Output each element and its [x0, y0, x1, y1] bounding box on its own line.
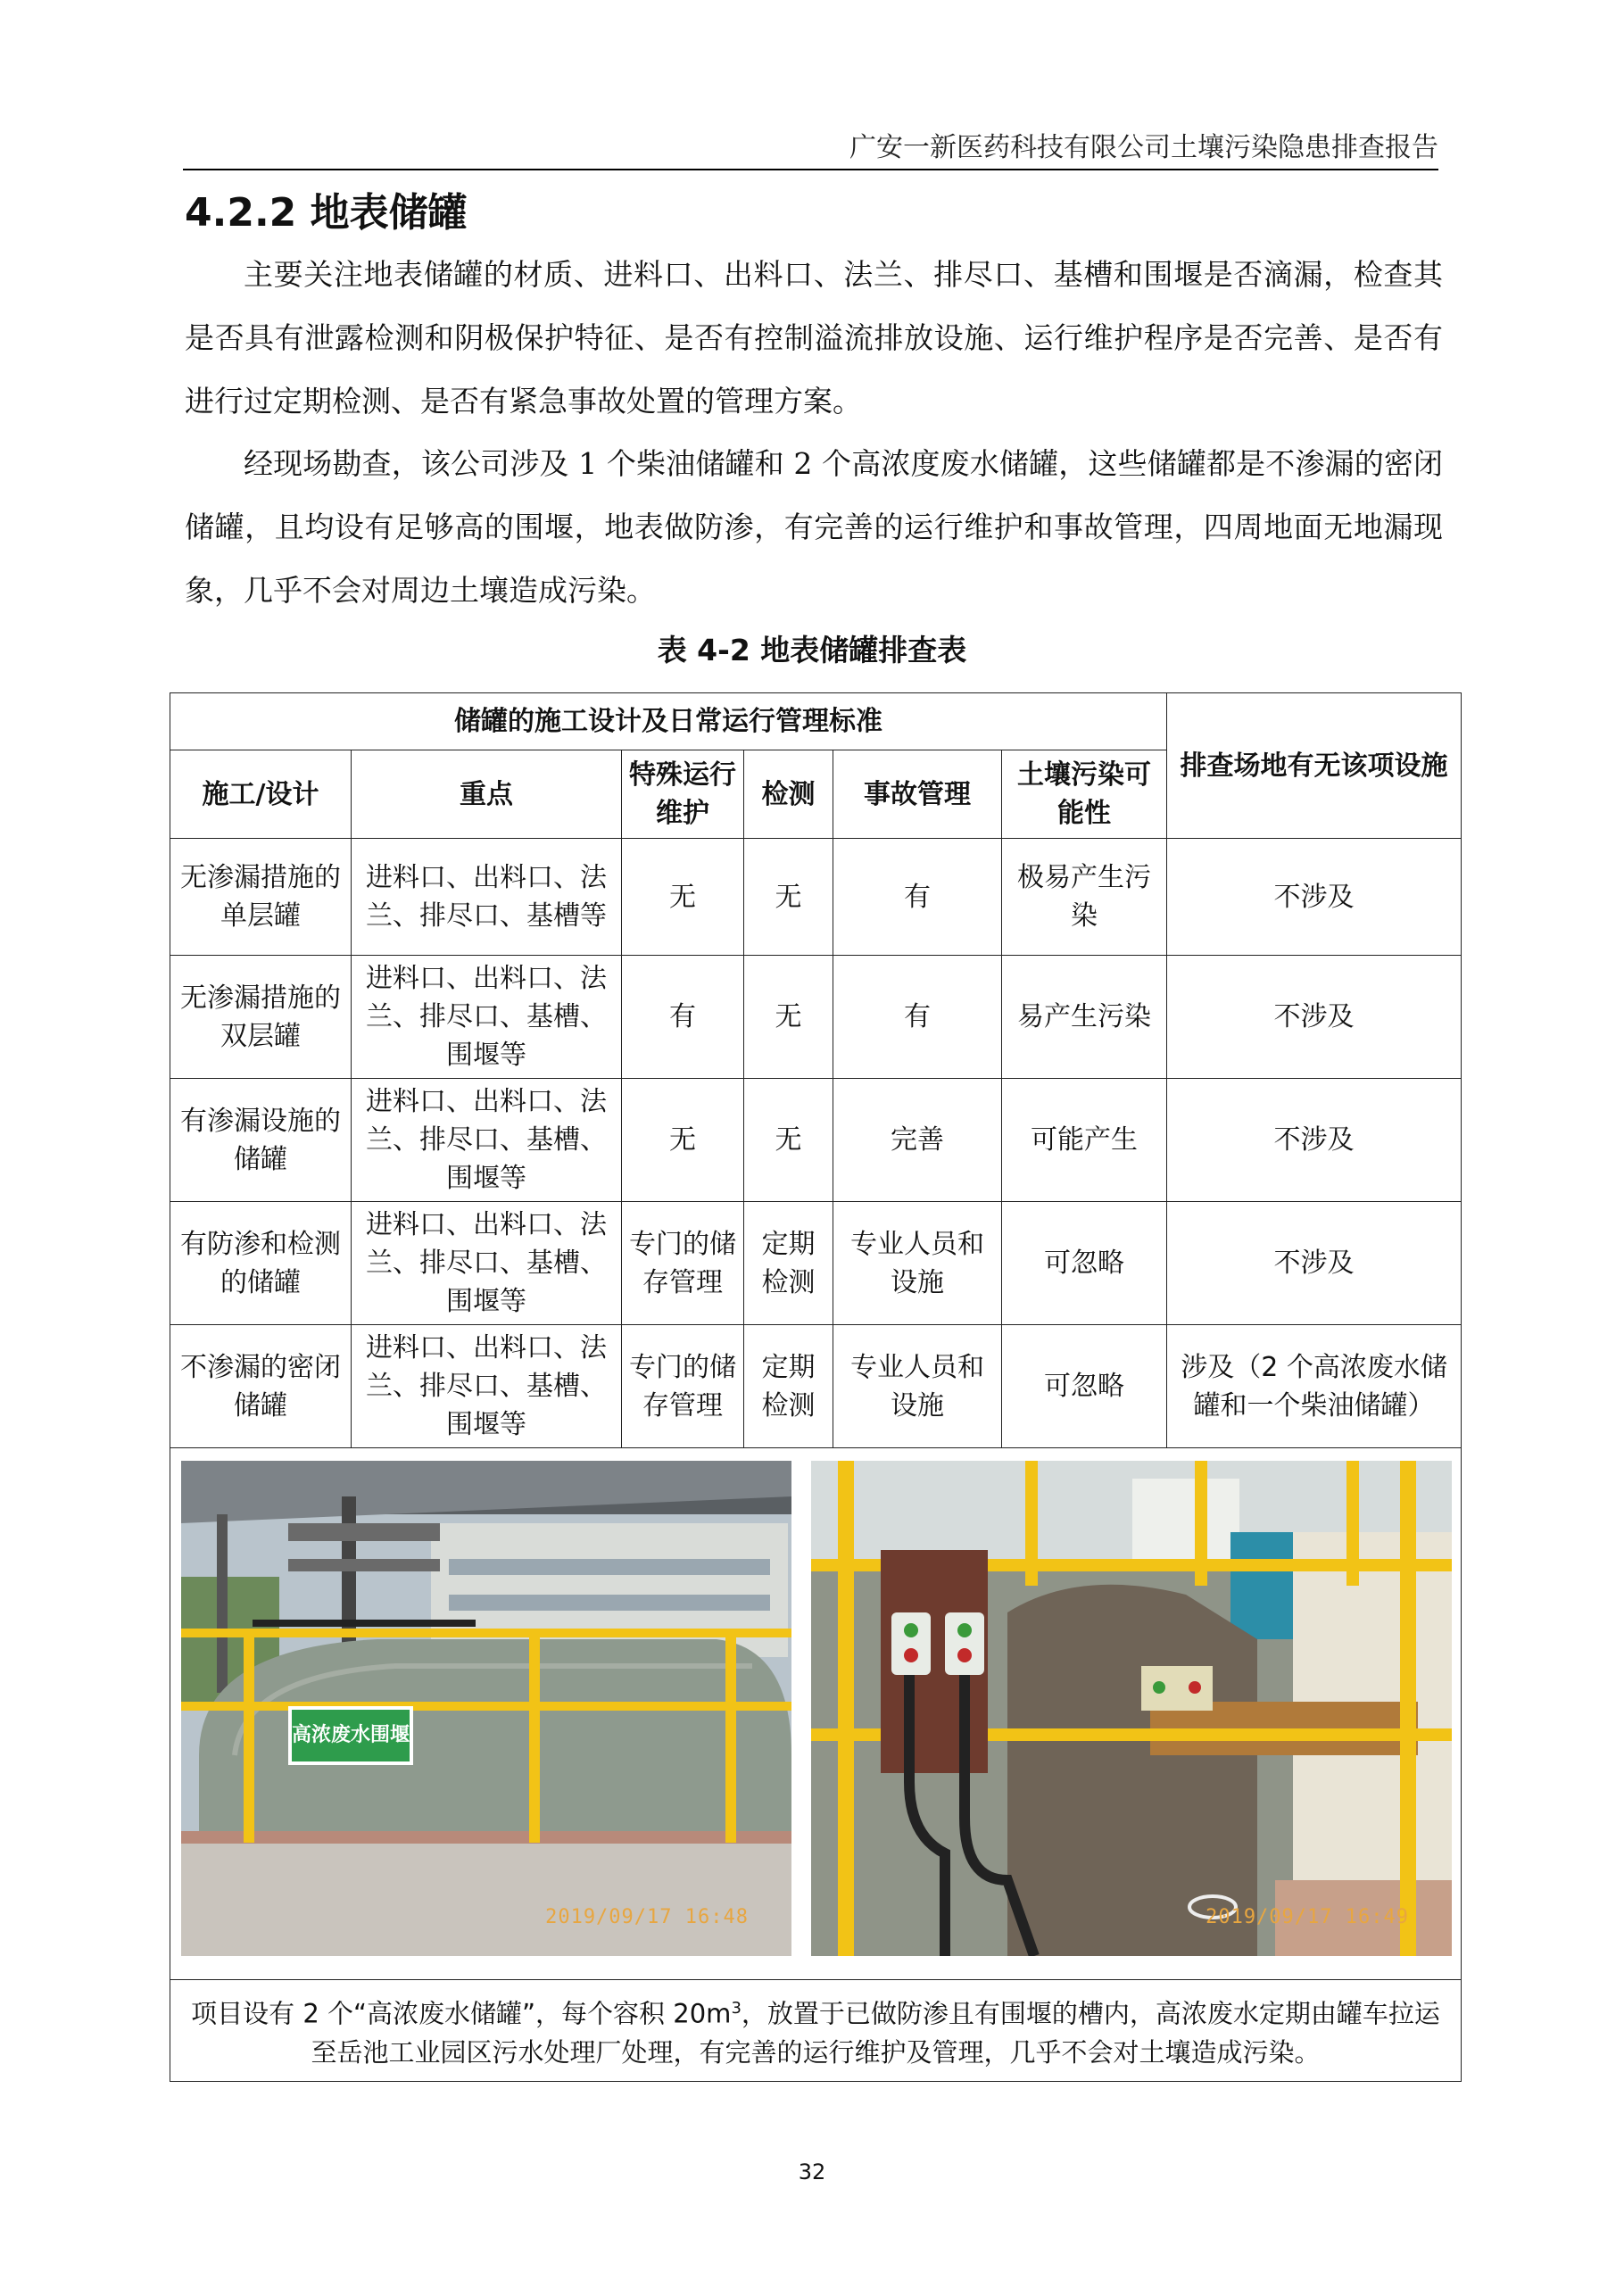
table-cell: 完善	[833, 1079, 1002, 1202]
col-header-pollution: 土壤污染可能性	[1002, 750, 1167, 839]
section-title: 4.2.2 地表储罐	[185, 190, 468, 236]
table-cell: 有	[833, 956, 1002, 1079]
table-cell: 无	[744, 1079, 833, 1202]
wastewater-sign: 高浓废水围堰	[292, 1724, 410, 1746]
table-cell: 专门的储存管理	[622, 1202, 744, 1325]
wastewater-tank-photo	[181, 1461, 791, 1956]
header-divider	[183, 169, 1438, 170]
table-cell: 不涉及	[1167, 1202, 1462, 1325]
table-cell: 有防渗和检测的储罐	[170, 1202, 352, 1325]
col-header-detection: 检测	[744, 750, 833, 839]
table-row	[170, 1325, 1462, 1448]
table-cell: 有渗漏设施的储罐	[170, 1079, 352, 1202]
storage-tank-check-table	[170, 692, 1462, 2082]
col-header-accident: 事故管理	[833, 750, 1002, 839]
photo-timestamp-right: 2019/09/17 16:49	[1206, 1906, 1409, 1928]
table-cell: 易产生污染	[1002, 956, 1167, 1079]
table-cell: 无渗漏措施的双层罐	[170, 956, 352, 1079]
table-cell: 极易产生污染	[1002, 839, 1167, 956]
photo-timestamp-left: 2019/09/17 16:48	[545, 1906, 749, 1928]
photo-description	[170, 1980, 1462, 2082]
col-header-maintenance: 特殊运行维护	[622, 750, 744, 839]
table-cell: 定期检测	[744, 1325, 833, 1448]
paragraph-survey: 经现场勘查，该公司涉及 1 个柴油储罐和 2 个高浓度废水储罐，这些储罐都是不渗漏的密闭储罐，且均设有足够高的围堰，地表做防渗，有完善的运行维护和事故管理，四周地面无地漏现象，几乎不会对周边土壤造成污染。	[185, 446, 1443, 608]
table-cell: 进料口、出料口、法兰、排尽口、基槽、围堰等	[352, 1202, 622, 1325]
table-cell: 无	[622, 1079, 744, 1202]
table-row	[170, 1079, 1462, 1202]
table-row	[170, 956, 1462, 1079]
photo-description-superscript: 3	[731, 1999, 742, 2018]
table-cell: 无	[622, 839, 744, 956]
table-cell: 不涉及	[1167, 1079, 1462, 1202]
facility-header: 排查场地有无该项设施	[1167, 693, 1462, 839]
table-cell: 无	[744, 839, 833, 956]
header-title: 广安一新医药科技有限公司土壤污染隐患排查报告	[849, 132, 1438, 163]
table-row	[170, 1202, 1462, 1325]
table-cell: 涉及（2 个高浓废水储罐和一个柴油储罐）	[1167, 1325, 1462, 1448]
table-row	[170, 839, 1462, 956]
table-cell: 专业人员和设施	[833, 1202, 1002, 1325]
table-cell: 不涉及	[1167, 956, 1462, 1079]
table-cell: 无渗漏措施的单层罐	[170, 839, 352, 956]
table-caption: 表 4-2 地表储罐排查表	[657, 633, 967, 667]
page-number: 32	[798, 2159, 826, 2184]
table-cell: 进料口、出料口、法兰、排尽口、基槽、围堰等	[352, 956, 622, 1079]
table-cell: 进料口、出料口、法兰、排尽口、基槽、围堰等	[352, 1325, 622, 1448]
table-cell: 进料口、出料口、法兰、排尽口、基槽、围堰等	[352, 1079, 622, 1202]
table-cell: 无	[744, 956, 833, 1079]
photo-cell	[170, 1448, 1462, 1980]
table-cell: 可能产生	[1002, 1079, 1167, 1202]
photo-description-text-continued: ，放置于已做防渗且有围堰的槽内，高浓废水定期由罐车拉运至岳池工业园区污水处理厂处理，有完善的运行维护及管理，几乎不会对土壤造成污染。	[311, 1998, 1440, 2068]
table-cell: 可忽略	[1002, 1325, 1167, 1448]
table-cell: 不渗漏的密闭储罐	[170, 1325, 352, 1448]
col-header-focus: 重点	[352, 750, 622, 839]
table-cell: 不涉及	[1167, 839, 1462, 956]
table-cell: 有	[833, 839, 1002, 956]
table-cell: 专门的储存管理	[622, 1325, 744, 1448]
control-box-photo	[811, 1461, 1452, 1956]
table-cell: 有	[622, 956, 744, 1079]
table-cell: 专业人员和设施	[833, 1325, 1002, 1448]
photo-description-text: 项目设有 2 个“高浓废水储罐”，每个容积 20m	[191, 1998, 732, 2029]
table-cell: 进料口、出料口、法兰、排尽口、基槽等	[352, 839, 622, 956]
table-cell: 可忽略	[1002, 1202, 1167, 1325]
table-cell: 定期检测	[744, 1202, 833, 1325]
group-header: 储罐的施工设计及日常运行管理标准	[170, 693, 1167, 750]
col-header-design: 施工/设计	[170, 750, 352, 839]
paragraph-focus: 主要关注地表储罐的材质、进料口、出料口、法兰、排尽口、基槽和围堰是否滴漏，检查其是否具有泄露检测和阴极保护特征、是否有控制溢流排放设施、运行维护程序是否完善、是否有进行过定期检测、是否有紧急事故处置的管理方案。	[185, 257, 1443, 419]
